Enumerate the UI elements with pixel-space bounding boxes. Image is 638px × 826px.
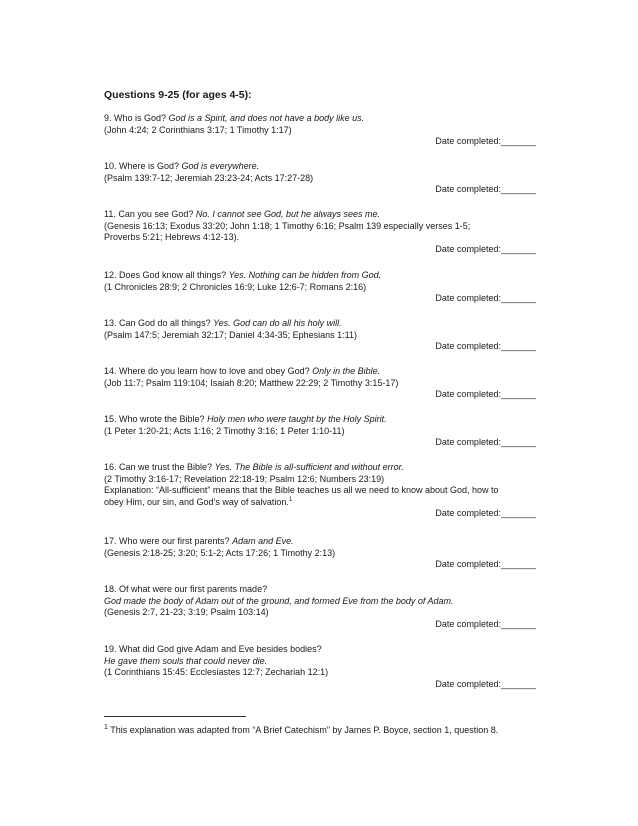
reference-text: (Psalm 139:7-12; Jeremiah 23:23-24; Acts 17:27-28) [104,172,314,183]
answer-text: God is everywhere. [181,161,260,171]
reference-text: (Psalm 147:5; Jeremiah 32:17; Daniel 4:34-35; Ephesians 1:11) [104,329,357,340]
footnote-marker: 1 [104,724,108,731]
date-completed-field: Date completed:_______ [435,437,536,448]
question-text: 12. Does God know all things? [104,270,229,280]
date-completed-field: Date completed:_______ [435,678,536,689]
section-heading: Questions 9-25 (for ages 4-5): [104,89,252,101]
reference-text: (1 Peter 1:20-21; Acts 1:16; 2 Timothy 3:16; 1 Peter 1:10-11) [104,425,345,436]
date-completed-field: Date completed:_______ [435,618,536,629]
footnote [104,725,498,735]
question-text: 13. Can God do all things? [104,318,214,328]
question-block [104,318,536,353]
reference-text: (Job 11:7; Psalm 119:104; Isaiah 8:20; Matthew 22:29; 2 Timothy 3:15-17) [104,377,399,388]
reference-line [104,173,536,185]
question-block [104,584,536,630]
reference-line [104,607,536,619]
question-text: 14. Where do you learn how to love and obey God? [104,366,313,376]
answer-text: Yes. God can do all his holy will. [213,318,342,328]
answer-text: Yes. The Bible is all-sufficient and without error. [214,462,404,472]
reference-line [104,548,536,560]
answer-text: Adam and Eve. [232,536,294,546]
reference-line [104,221,536,233]
question-text: 11. Can you see God? [104,209,196,219]
answer-text: Only in the Bible. [312,366,381,376]
reference-text: (1 Corinthians 15:45: Ecclesiastes 12:7; Zechariah 12:1) [104,667,329,678]
date-completed-field: Date completed:_______ [435,559,536,570]
question-line [104,318,536,330]
question-text: 17. Who were our first parents? [104,536,233,546]
date-completed-field: Date completed:_______ [435,184,536,195]
reference-line [104,426,536,438]
question-block [104,644,536,690]
question-block [104,270,536,305]
reference-line [104,330,536,342]
question-block [104,414,536,449]
reference-line [104,667,536,679]
answer-text: God made the body of Adam out of the ground, and formed Eve from the body of Adam. [104,595,454,606]
answer-text: He gave them souls that could never die. [104,655,268,666]
reference-text: Explanation: “All-sufficient” means that the Bible teaches us all we need to know about God, how to [104,485,499,496]
date-completed-field: Date completed:_______ [435,243,536,254]
reference-text: obey Him, our sin, and God’s way of salvation. [104,496,289,507]
reference-line [104,474,536,486]
reference-line [104,378,536,390]
question-line [104,644,536,656]
reference-text: Proverbs 5:21; Hebrews 4:12-13). [104,232,240,243]
question-block [104,366,536,401]
reference-line [104,125,536,137]
reference-line [104,282,536,294]
question-line [104,584,536,596]
reference-text: (Genesis 2:7, 21-23; 3:19; Psalm 103:14) [104,607,269,618]
question-text: 18. Of what were our first parents made? [104,584,268,594]
date-completed-field: Date completed:_______ [435,136,536,147]
reference-text: (Genesis 16:13; Exodus 33:20; John 1:18; 1 Timothy 6:16; Psalm 139 especially verses 1-5; [104,220,471,231]
reference-text: (John 4:24; 2 Corinthians 3:17; 1 Timothy 1:17) [104,124,292,135]
question-line [104,536,536,548]
answer-text: No. I cannot see God, but he always sees me. [195,209,381,219]
reference-line [104,485,536,497]
answer-text: God is a Spirit, and does not have a body like us. [168,113,365,123]
date-completed-field: Date completed:_______ [435,508,536,519]
question-text: 10. Where is God? [104,161,182,171]
footnote-marker: 1 [288,496,293,503]
reference-text: (Genesis 2:18-25; 3:20; 5:1-2; Acts 17:26; 1 Timothy 2:13) [104,547,336,558]
question-text: 9. Who is God? [104,113,169,123]
answer-text: Yes. Nothing can be hidden from God. [228,270,382,280]
footnote-rule [104,716,246,717]
question-block [104,161,536,196]
question-line [104,366,536,378]
date-completed-field: Date completed:_______ [435,389,536,400]
question-text: 16. Can we trust the Bible? [104,462,215,472]
question-text: 15. Who wrote the Bible? [104,414,208,424]
question-block [104,113,536,148]
reference-text: (1 Chronicles 28:9; 2 Chronicles 16:9; Luke 12:6-7; Romans 2:16) [104,281,367,292]
footnote-text: This explanation was adapted from “A Brief Catechism” by James P. Boyce, section 1, question 8. [107,725,499,735]
question-line [104,113,536,125]
question-block [104,462,536,520]
question-line [104,270,536,282]
question-line [104,462,536,474]
question-line [104,414,536,426]
reference-line [104,232,536,244]
date-completed-field: Date completed:_______ [435,341,536,352]
answer-text: Holy men who were taught by the Holy Spirit. [207,414,387,424]
question-line [104,209,536,221]
date-completed-field: Date completed:_______ [435,293,536,304]
reference-line [104,497,536,509]
question-block [104,536,536,571]
question-text: 19. What did God give Adam and Eve besides bodies? [104,644,322,654]
question-line [104,161,536,173]
reference-text: (2 Timothy 3:16-17; Revelation 22:18-19; Psalm 12:6; Numbers 23:19) [104,473,385,484]
question-block [104,209,536,255]
